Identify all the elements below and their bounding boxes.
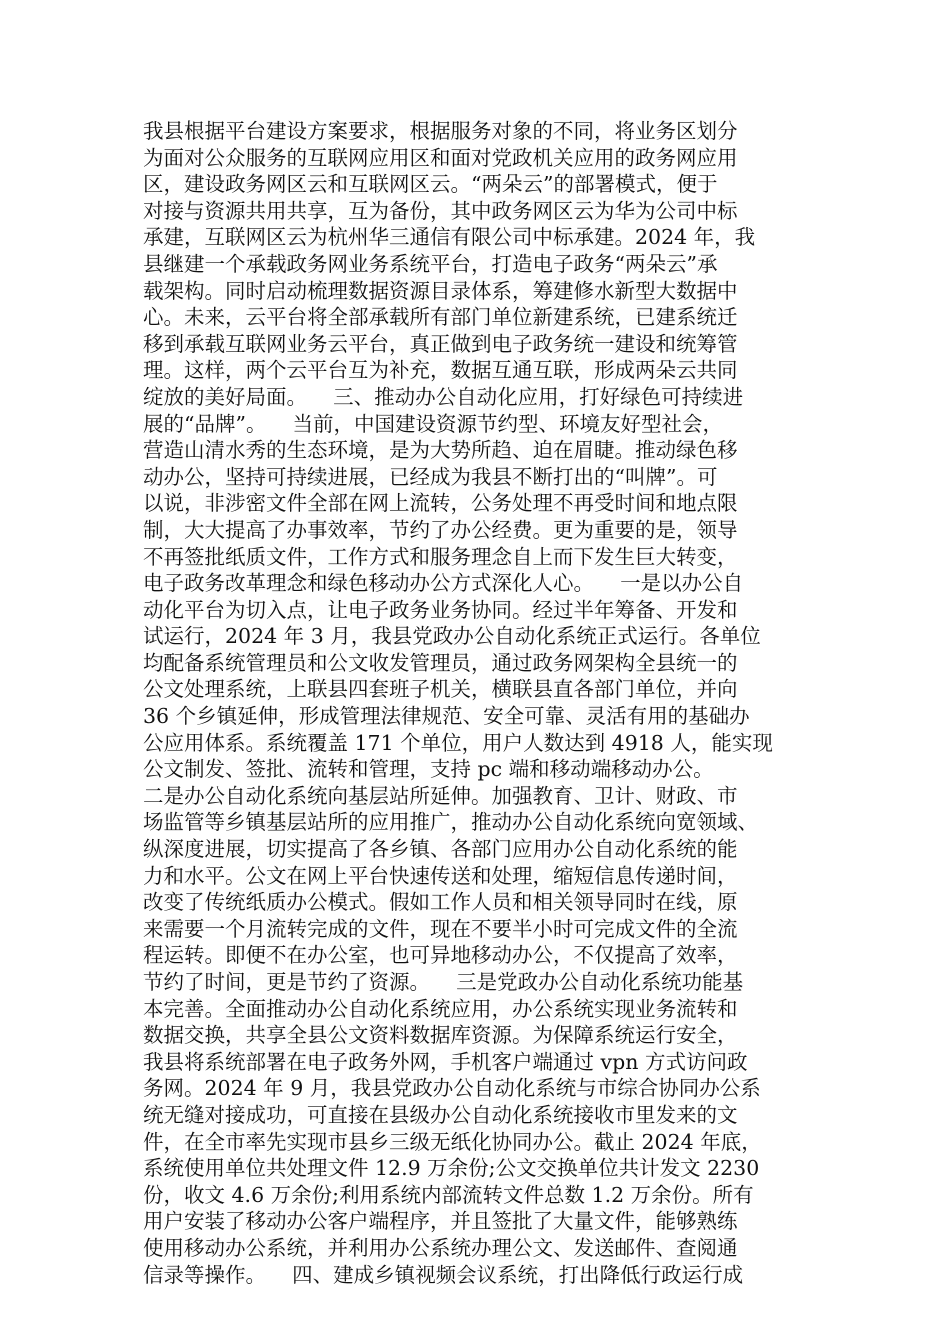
text-line: 理。这样，两个云平台互为补充，数据互通互联，形成两朵云共同 xyxy=(143,358,738,383)
text-line: 以说，非涉密文件全部在网上流转，公务处理不再受时间和地点限 xyxy=(143,491,738,516)
text-line: 本完善。全面推动办公自动化系统应用，办公系统实现业务流转和 xyxy=(143,996,738,1021)
text-line: 统无缝对接成功，可直接在县级办公自动化系统接收市里发来的文 xyxy=(143,1102,738,1127)
text-line: 制，大大提高了办事效率，节约了办公经费。更为重要的是，领导 xyxy=(143,517,738,542)
text-line: 县继建一个承载政务网业务系统平台，打造电子政务“两朵云”承 xyxy=(143,251,718,276)
text-line: 公文制发、签批、流转和管理，支持 pc 端和移动端移动办公。 xyxy=(143,757,714,782)
text-line: 节约了时间，更是节约了资源。 三是党政办公自动化系统功能基 xyxy=(143,970,744,994)
text-line: 系统使用单位共处理文件 12.9 万余份;公文交换单位共计发文 2230 xyxy=(143,1156,760,1181)
text-line: 力和水平。公文在网上平台快速传送和处理，缩短信息传递时间， xyxy=(143,863,738,888)
text-line: 数据交换，共享全县公文资料数据库资源。为保障系统运行安全， xyxy=(143,1023,738,1048)
text-line: 公应用体系。系统覆盖 171 个单位，用户人数达到 4918 人，能实现 xyxy=(143,730,773,755)
text-line: 动化平台为切入点，让电子政务业务协同。经过半年筹备、开发和 xyxy=(143,597,738,622)
text-line: 动办公，坚持可持续进展，已经成为我县不断打出的“叫牌”。可 xyxy=(143,464,718,489)
text-line: 纵深度进展，切实提高了各乡镇、各部门应用办公自动化系统的能 xyxy=(143,837,738,862)
text-line: 来需要一个月流转完成的文件，现在不要半小时可完成文件的全流 xyxy=(143,916,738,941)
text-line: 场监管等乡镇基层站所的应用推广，推动办公自动化系统向宽领域、 xyxy=(143,810,758,835)
text-line: 公文处理系统，上联县四套班子机关，横联县直各部门单位，并向 xyxy=(143,677,738,702)
text-line: 载架构。同时启动梳理数据资源目录体系，筹建修水新型大数据中 xyxy=(143,278,738,303)
text-line: 电子政务改革理念和绿色移动办公方式深化人心。 一是以办公自 xyxy=(143,571,744,596)
text-line: 心。未来，云平台将全部承载所有部门单位新建系统，已建系统迁 xyxy=(143,305,738,330)
text-line: 二是办公自动化系统向基层站所延伸。加强教育、卫计、财政、市 xyxy=(143,783,738,808)
text-line: 营造山清水秀的生态环境，是为大势所趋、迫在眉睫。推动绿色移 xyxy=(143,438,738,463)
text-line: 改变了传统纸质办公模式。假如工作人员和相关领导同时在线，原 xyxy=(143,890,738,915)
text-line: 展的“品牌”。 当前，中国建设资源节约型、环境友好型社会， xyxy=(143,411,724,436)
text-line: 我县将系统部署在电子政务外网，手机客户端通过 vpn 方式访问政 xyxy=(143,1049,748,1074)
text-line: 均配备系统管理员和公文收发管理员，通过政务网架构全县统一的 xyxy=(143,650,738,675)
text-line: 程运转。即便不在办公室，也可异地移动办公，不仅提高了效率， xyxy=(143,943,738,968)
text-line: 36 个乡镇延伸，形成管理法律规范、安全可靠、灵活有用的基础办 xyxy=(143,704,750,729)
text-line: 用户安装了移动办公客户端程序，并且签批了大量文件，能够熟练 xyxy=(143,1209,738,1234)
text-line: 绽放的美好局面。 三、推动办公自动化应用，打好绿色可持续进 xyxy=(143,384,744,409)
text-line: 使用移动办公系统，并利用办公系统办理公文、发送邮件、查阅通 xyxy=(143,1235,738,1260)
text-line: 不再签批纸质文件，工作方式和服务理念自上而下发生巨大转变， xyxy=(143,544,738,569)
body-text xyxy=(143,118,808,1288)
text-line: 件，在全市率先实现市县乡三级无纸化协同办公。截止 2024 年底， xyxy=(143,1129,762,1154)
text-line: 务网。2024 年 9 月，我县党政办公自动化系统与市综合协同办公系 xyxy=(143,1076,761,1101)
text-line: 我县根据平台建设方案要求，根据服务对象的不同，将业务区划分 xyxy=(143,119,738,143)
text-line: 为面对公众服务的互联网应用区和面对党政机关应用的政务网应用 xyxy=(143,145,738,170)
text-line: 份，收文 4.6 万余份;利用系统内部流转文件总数 1.2 万余份。所有 xyxy=(143,1182,754,1207)
text-line: 承建，互联网区云为杭州华三通信有限公司中标承建。2024 年，我 xyxy=(143,225,756,250)
text-line: 移到承载互联网业务云平台，真正做到电子政务统一建设和统筹管 xyxy=(143,331,738,356)
text-line: 信录等操作。 四、建成乡镇视频会议系统，打出降低行政运行成 xyxy=(143,1262,744,1287)
text-line: 对接与资源共用共享，互为备份，其中政务网区云为华为公司中标 xyxy=(143,198,738,223)
text-line: 试运行，2024 年 3 月，我县党政办公自动化系统正式运行。各单位 xyxy=(143,624,761,649)
text-line: 区，建设政务网区云和互联网区云。“两朵云”的部署模式，便于 xyxy=(143,172,718,197)
